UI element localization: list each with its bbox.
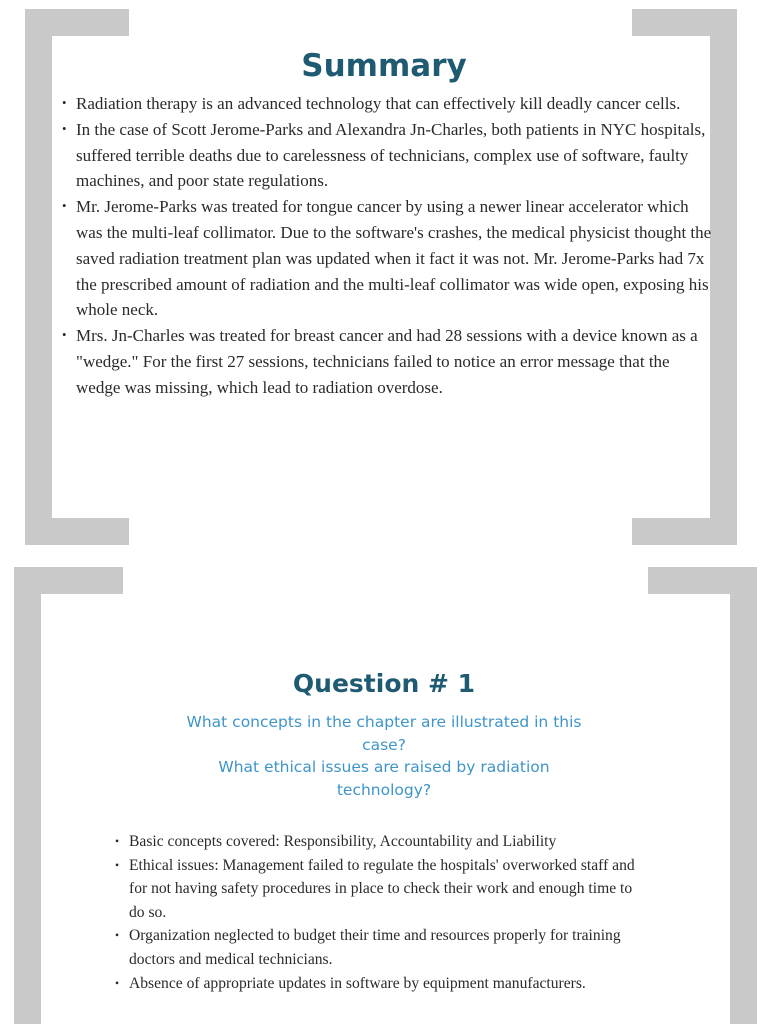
bullet-text: Basic concepts covered: Responsibility, Accountability and Liability	[129, 833, 557, 850]
slide-title: Summary	[301, 48, 467, 84]
summary-bullet-list	[62, 91, 716, 401]
slide-question-1	[0, 556, 768, 1024]
bullet-item	[62, 91, 716, 117]
bullet-dot-icon: •	[115, 858, 120, 872]
slide-title: Question # 1	[292, 669, 476, 698]
frame-corner-bottom-left	[25, 518, 129, 545]
frame-corner-top-left-vertical	[25, 9, 52, 545]
bullet-text: Mr. Jerome-Parks was treated for tongue cancer by using a newer linear accelerator which was the multi-leaf collimator. Due to the software's crashes, the medical physicist thought the saved radiation treatment plan was updated when it fact it was not. Mr. Jerome-Parks had 7x the prescribed amount of radiation and the multi-leaf collimator was wide open, exposing his whole neck.	[76, 197, 712, 320]
bullet-item	[62, 194, 716, 323]
subtitle-line: case?	[362, 735, 406, 754]
bullet-item	[62, 117, 716, 194]
bullet-text: Mrs. Jn-Charles was treated for breast cancer and had 28 sessions with a device known as a "wedge." For the first 27 sessions, technicians failed to notice an error message that the wedge was missing, which lead to radiation overdose.	[76, 326, 698, 397]
bullet-text: Absence of appropriate updates in software by equipment manufacturers.	[129, 974, 586, 992]
bullet-dot-icon: •	[62, 96, 67, 110]
subtitle-line: What ethical issues are raised by radiation	[218, 758, 550, 776]
bullet-text: In the case of Scott Jerome-Parks and Alexandra Jn-Charles, both patients in NYC hospitals, suffered terrible deaths due to carelessness of technicians, complex use of software, faulty machines, and poor state regulations.	[76, 119, 706, 191]
bullet-dot-icon: •	[115, 976, 120, 990]
question-subtitle	[0, 711, 768, 801]
bullet-dot-icon: •	[62, 328, 67, 343]
frame-corner-bottom-right	[632, 518, 737, 545]
bullet-dot-icon: •	[115, 929, 120, 943]
bullet-item	[115, 830, 649, 854]
bullet-item	[115, 924, 649, 971]
bullet-item	[115, 972, 649, 996]
bullet-text: Organization neglected to budget their time and resources properly for training doctors and medical technicians.	[129, 927, 621, 968]
bullet-dot-icon: •	[62, 199, 67, 214]
subtitle-line: What concepts in the chapter are illustrated in this	[186, 713, 582, 731]
bullet-item	[115, 854, 649, 925]
bullet-item	[62, 323, 716, 400]
subtitle-line: technology?	[336, 780, 432, 799]
bullet-text: Ethical issues: Management failed to regulate the hospitals' overworked staff and for not having safety procedures in place to check their work and enough time to do so.	[129, 856, 635, 921]
answer-bullet-list	[115, 830, 649, 995]
bullet-dot-icon: •	[62, 121, 67, 136]
bullet-dot-icon: •	[115, 835, 120, 848]
bullet-text: Radiation therapy is an advanced technology that can effectively kill deadly cancer cells.	[76, 94, 681, 113]
